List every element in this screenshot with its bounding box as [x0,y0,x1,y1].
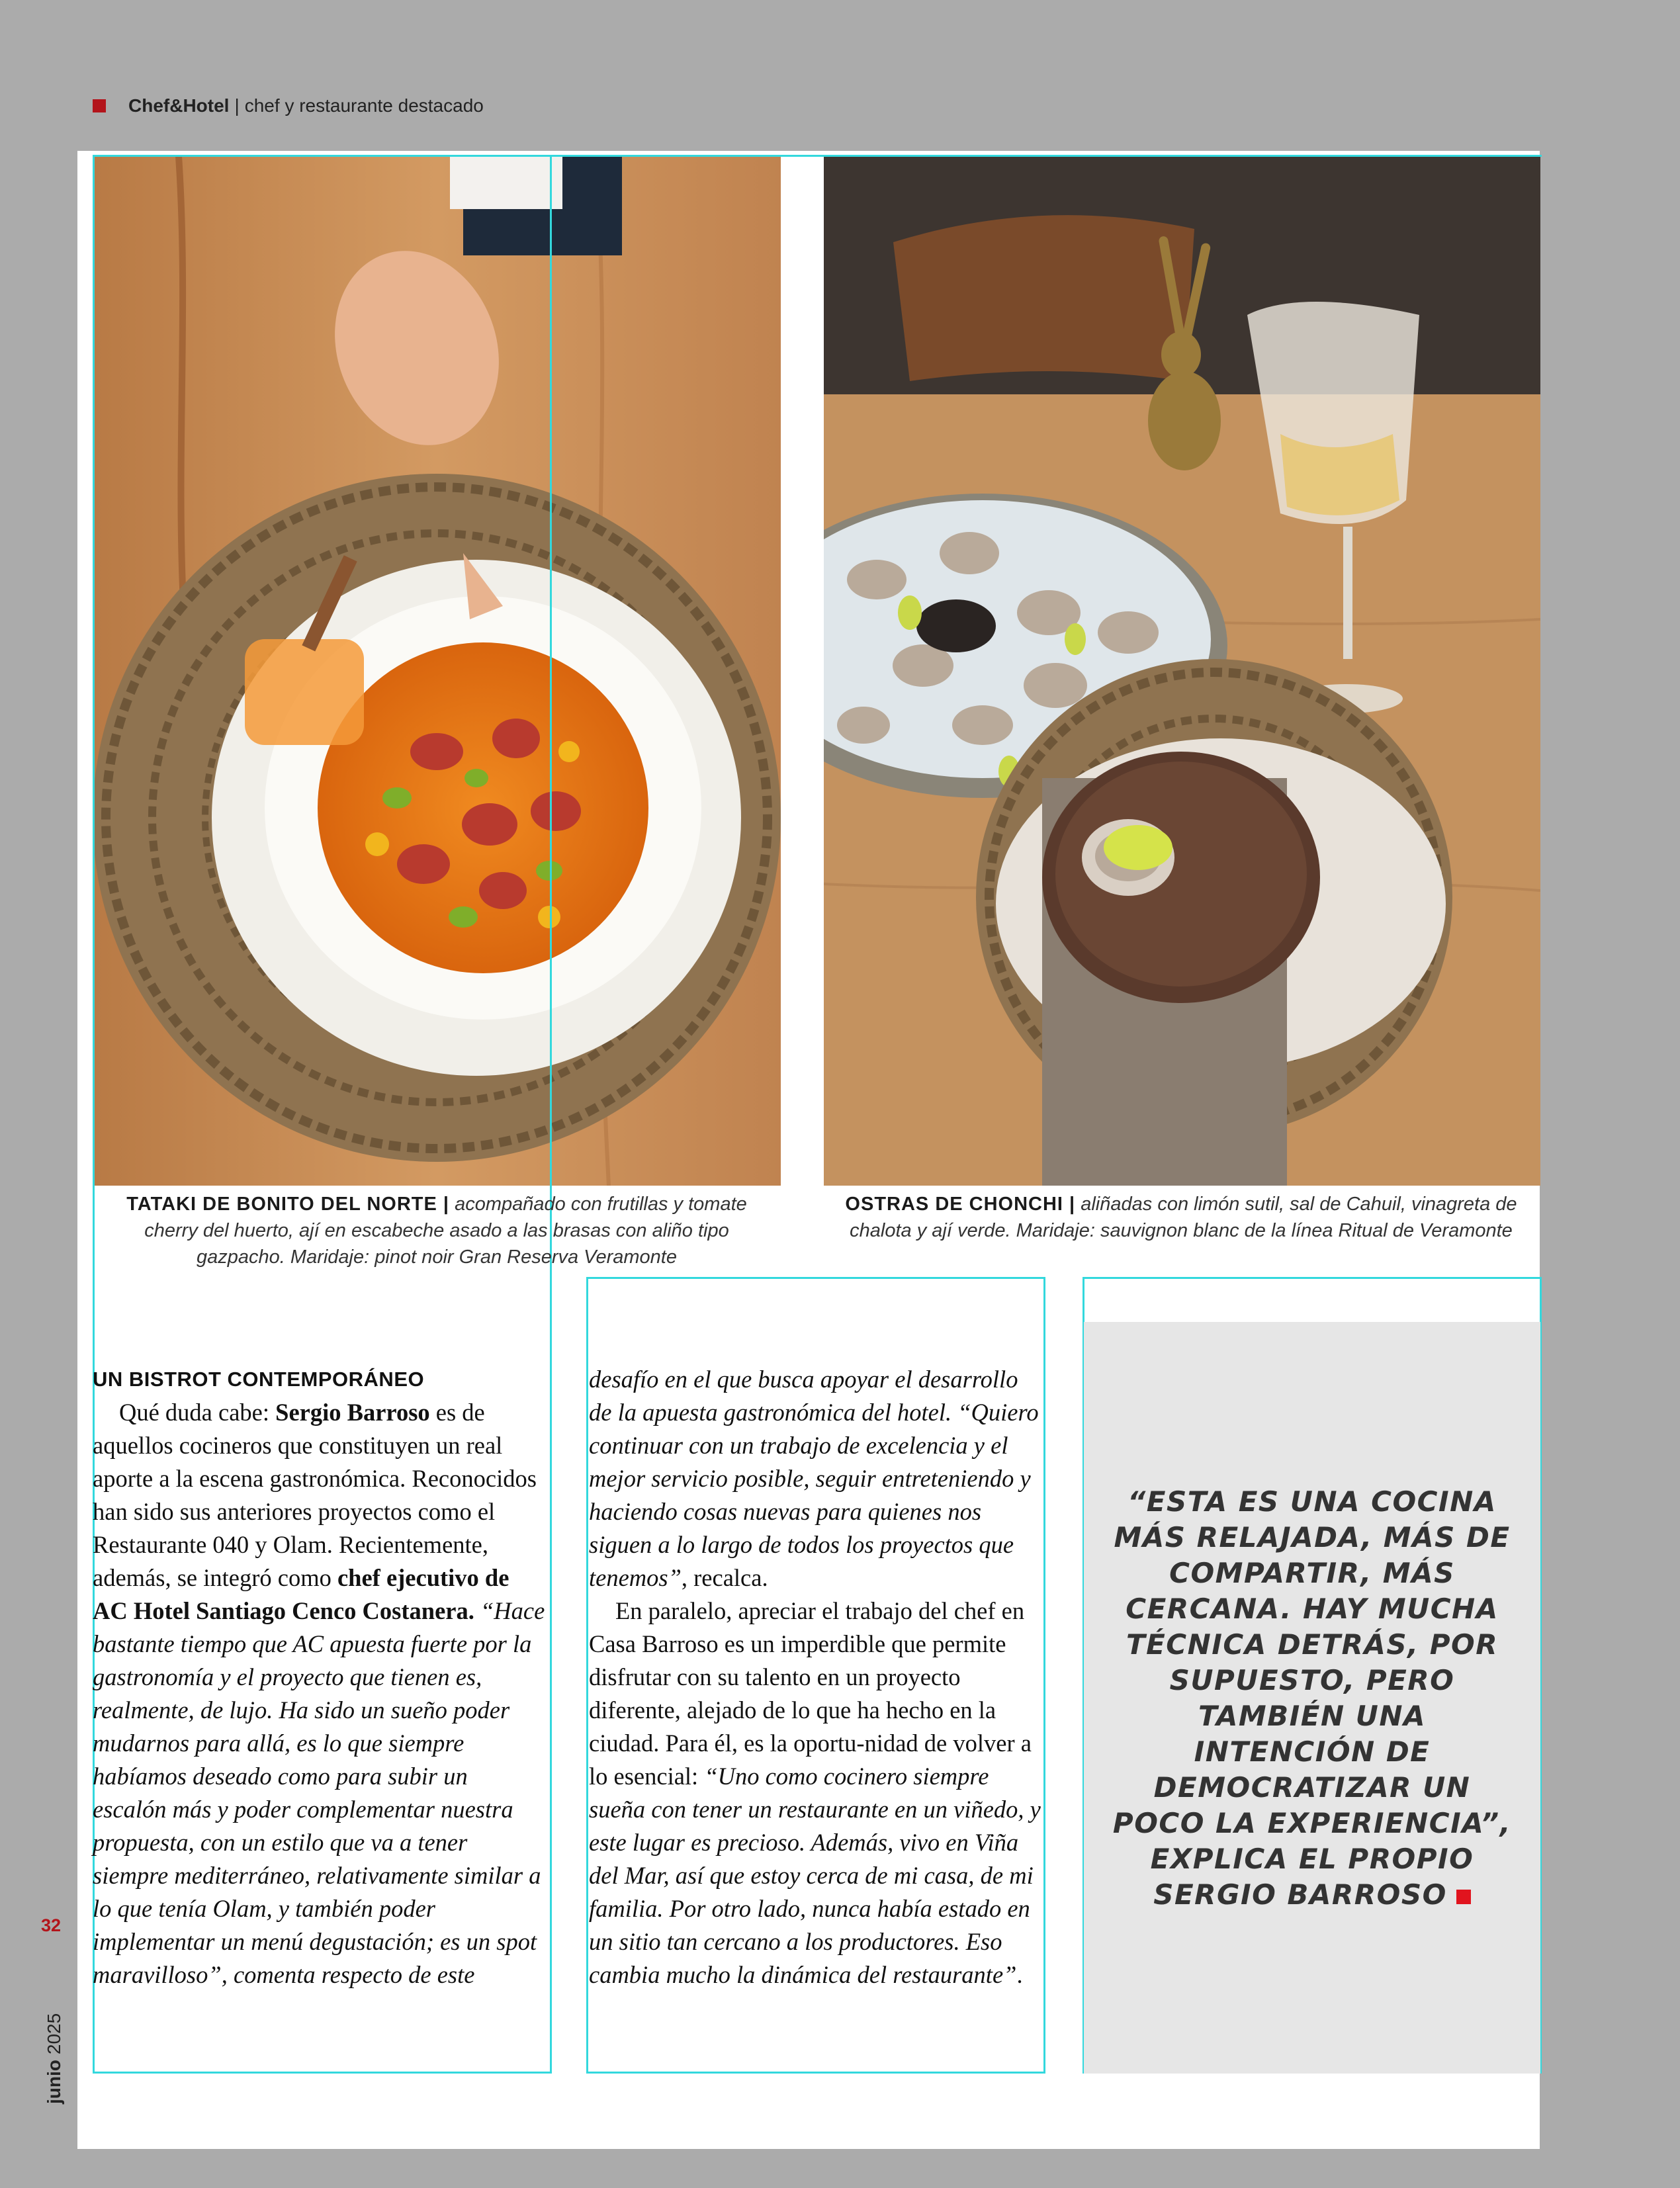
brand-name: Chef&Hotel [128,95,230,116]
article-paragraph [93,1396,546,1991]
photo-caption-oysters [830,1191,1532,1244]
running-header [93,93,484,119]
section-marker-icon [93,99,106,112]
caption-title: TATAKI DE BONITO DEL NORTE | [126,1194,450,1215]
text-run: , recalca. [681,1564,768,1591]
end-mark-icon [1456,1890,1471,1904]
chef-quote: “Uno como cocinero siempre sueña con tener un restaurante en un viñedo, y este lugar es precioso. Además, vivo en Viña del Mar, así que estoy cerca de mi casa, de mi familia. Por otro lado, nunca había estado en un sitio tan cercano a los productores. Eso cambia mucho la dinámica del restaurante” [589,1763,1041,1988]
oysters-dish-photo [824,156,1540,1186]
chef-role: chef ejecutivo de AC Hotel Santiago Cenco Costanera [93,1564,509,1624]
issue-date [44,2013,65,2104]
issue-month: junio [44,2060,64,2104]
text-run: . [1016,1961,1023,1988]
article-column-1 [93,1363,546,1991]
pull-quote-text: “ESTA ES UNA COCINA MÁS RELAJADA, MÁS DE COMPARTIR, MÁS CERCANA. HAY MUCHA TÉCNICA DETRÁS, POR SUPUESTO, PERO TAMBIÉN UNA INTENCIÓN DE DEMOCRATIZAR UN POCO LA EXPERIENCIA”, EXPLICA EL PROPIO SERGIO BARROSO [1112,1485,1512,1911]
pull-quote-box [1084,1322,1540,2074]
page-number: 32 [41,1915,62,1935]
text-run: , comenta respecto de este [221,1961,475,1988]
caption-text: aliñadas con limón sutil, sal de Cahuil, vinagreta de chalota y ají verde. Maridaje: sauvignon blanc de la línea Ritual de Veramonte [850,1194,1517,1241]
pull-quote [1110,1484,1514,1913]
article-subhead: UN BISTROT CONTEMPORÁNEO [93,1368,425,1391]
photo-caption-tataki [106,1191,768,1270]
caption-title: OSTRAS DE CHONCHI | [845,1194,1076,1215]
chef-quote: desafío en el que busca apoyar el desarrollo de la apuesta gastronómica del hotel. “Quiero continuar con un trabajo de excelencia y el mejor servicio posible, seguir entreteniendo y haciendo cosas nuevas para quienes nos siguen a lo largo de todos los proyectos que tenemos” [589,1366,1039,1591]
text-run: . [468,1597,480,1624]
header-separator: | [234,95,240,116]
tataki-dish-photo [93,156,781,1186]
text-run: En paralelo, apreciar el trabajo del chef en Casa Barroso es un imperdible que permite disfrutar con su talento en un proyecto diferente, alejado de lo que ha hecho en la ciudad. Para él, es la oportu-nidad de volver a lo esencial: [589,1597,1032,1790]
chef-quote: “Hace bastante tiempo que AC apuesta fuerte por la gastronomía y el proyecto que tienen es, realmente, de lujo. Ha sido un sueño poder mudarnos para allá, es lo que siempre habíamos deseado como para subir un escalón más y poder complementar nuestra propuesta, con un estilo que va a tener siempre mediterráneo, relativamente similar a lo que tenía Olam, y también poder implementar un menú degustación; es un spot maravilloso” [93,1597,545,1988]
section-name: chef y restaurante destacado [244,95,484,116]
issue-year: 2025 [44,2013,64,2055]
caption-text: acompañado con frutillas y tomate cherry del huerto, ají en escabeche asado a las brasas con aliño tipo gazpacho. Maridaje: pinot noir Gran Reserva Veramonte [144,1194,747,1268]
article-paragraph [589,1595,1045,1991]
article-column-2 [589,1363,1045,1991]
tataki-illustration [93,156,781,1186]
article-paragraph [589,1363,1045,1595]
oysters-illustration [824,156,1540,1186]
chef-name: Sergio Barroso [275,1399,430,1426]
text-run: Qué duda cabe: [119,1399,276,1426]
text-run: es de aquellos cocineros que constituyen un real aporte a la escena gastronómica. Reconocidos han sido sus anteriores proyectos como el Restaurante 040 y Olam. Recientemente, además, se integró como [93,1399,537,1591]
